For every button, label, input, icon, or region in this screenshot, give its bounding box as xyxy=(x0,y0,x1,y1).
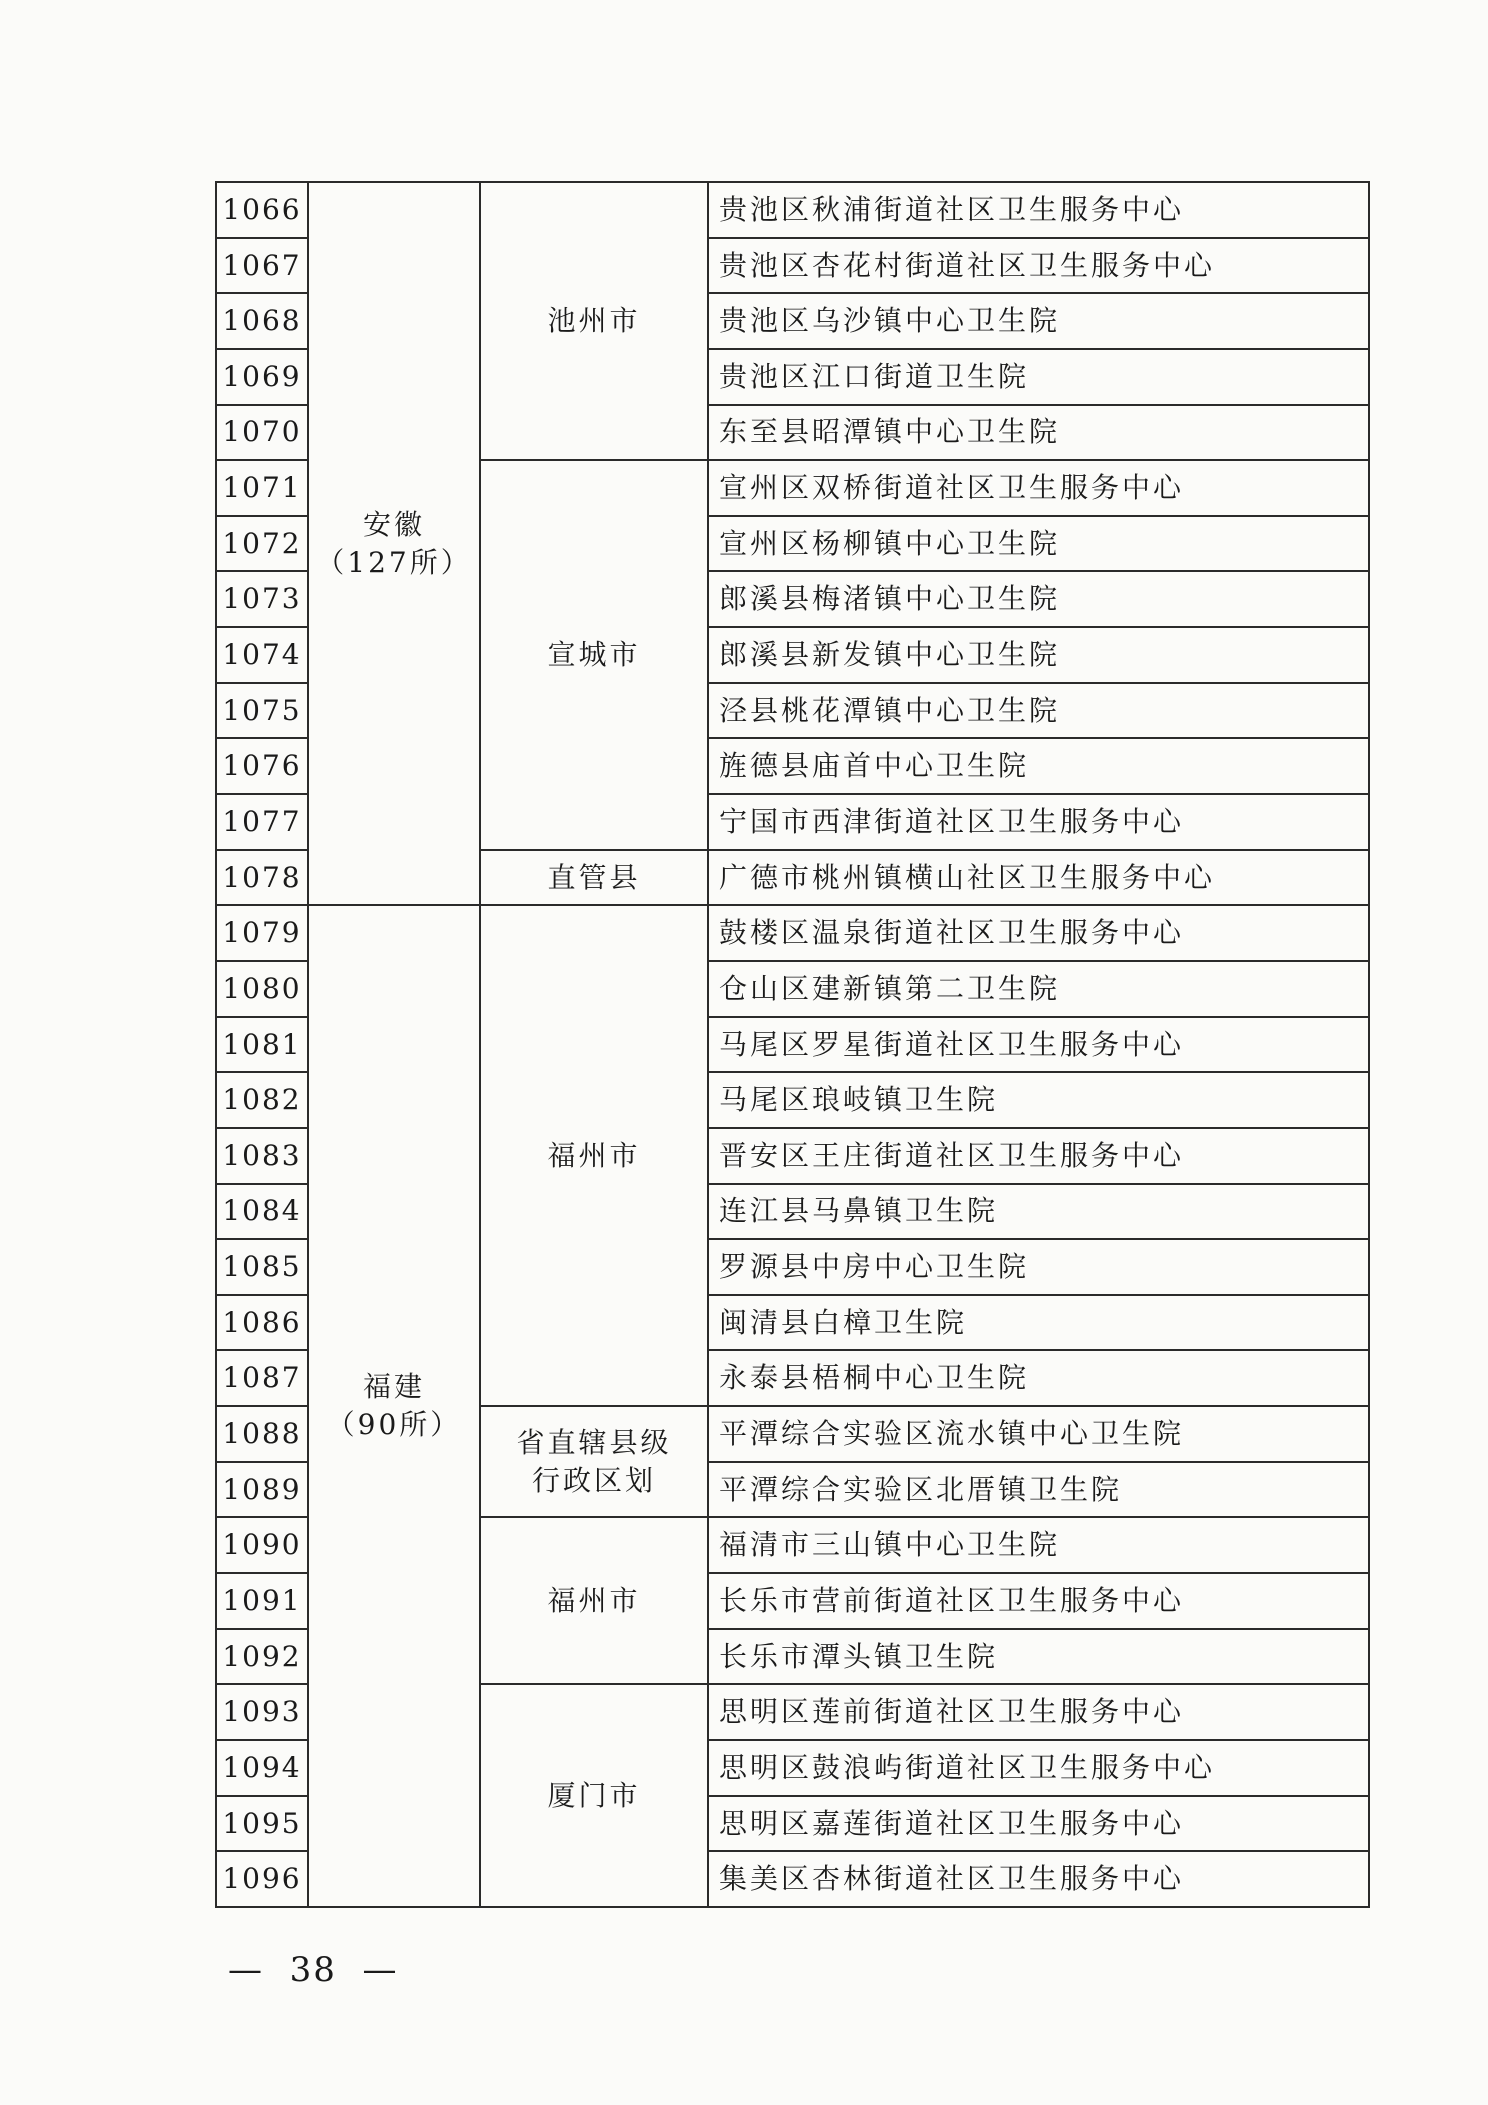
city-cell xyxy=(480,460,708,849)
facility-table xyxy=(215,181,1370,1908)
row-number: 1072 xyxy=(216,516,308,572)
row-number: 1082 xyxy=(216,1072,308,1128)
institution-name: 郎溪县新发镇中心卫生院 xyxy=(708,627,1369,683)
city-cell xyxy=(480,1517,708,1684)
province-cell xyxy=(308,905,480,1907)
province-cell xyxy=(308,182,480,905)
institution-name: 郎溪县梅渚镇中心卫生院 xyxy=(708,571,1369,627)
city-cell xyxy=(480,182,708,460)
institution-name: 罗源县中房中心卫生院 xyxy=(708,1239,1369,1295)
row-number: 1067 xyxy=(216,238,308,294)
institution-name: 贵池区乌沙镇中心卫生院 xyxy=(708,293,1369,349)
row-number: 1074 xyxy=(216,627,308,683)
institution-name: 仓山区建新镇第二卫生院 xyxy=(708,961,1369,1017)
city-name: 宣城市 xyxy=(547,638,641,672)
institution-name: 广德市桃州镇横山社区卫生服务中心 xyxy=(708,850,1369,906)
city-name: 厦门市 xyxy=(547,1778,641,1812)
institution-name: 连江县马鼻镇卫生院 xyxy=(708,1184,1369,1240)
row-number: 1090 xyxy=(216,1517,308,1573)
row-number: 1077 xyxy=(216,794,308,850)
row-number: 1071 xyxy=(216,460,308,516)
city-name-line2: 行政区划 xyxy=(531,1463,656,1497)
city-name: 省直辖县级 xyxy=(516,1425,672,1459)
institution-name: 长乐市潭头镇卫生院 xyxy=(708,1629,1369,1685)
row-number: 1088 xyxy=(216,1406,308,1462)
row-number: 1092 xyxy=(216,1629,308,1685)
institution-name: 旌德县庙首中心卫生院 xyxy=(708,738,1369,794)
city-cell xyxy=(480,850,708,906)
institution-name: 思明区鼓浪屿街道社区卫生服务中心 xyxy=(708,1740,1369,1796)
institution-name: 晋安区王庄街道社区卫生服务中心 xyxy=(708,1128,1369,1184)
row-number: 1079 xyxy=(216,905,308,961)
institution-name: 闽清县白樟卫生院 xyxy=(708,1295,1369,1351)
institution-name: 思明区嘉莲街道社区卫生服务中心 xyxy=(708,1796,1369,1852)
province-name: 福建 xyxy=(362,1370,425,1404)
institution-name: 平潭综合实验区流水镇中心卫生院 xyxy=(708,1406,1369,1462)
row-number: 1087 xyxy=(216,1350,308,1406)
city-cell xyxy=(480,1684,708,1907)
institution-name: 宁国市西津街道社区卫生服务中心 xyxy=(708,794,1369,850)
institution-name: 永泰县梧桐中心卫生院 xyxy=(708,1350,1369,1406)
row-number: 1078 xyxy=(216,850,308,906)
row-number: 1086 xyxy=(216,1295,308,1351)
province-count: （90所） xyxy=(326,1408,462,1442)
row-number: 1089 xyxy=(216,1462,308,1518)
row-number: 1066 xyxy=(216,182,308,238)
row-number: 1069 xyxy=(216,349,308,405)
row-number: 1075 xyxy=(216,683,308,739)
row-number: 1073 xyxy=(216,571,308,627)
row-number: 1080 xyxy=(216,961,308,1017)
institution-name: 宣州区双桥街道社区卫生服务中心 xyxy=(708,460,1369,516)
institution-name: 宣州区杨柳镇中心卫生院 xyxy=(708,516,1369,572)
row-number: 1076 xyxy=(216,738,308,794)
institution-name: 泾县桃花潭镇中心卫生院 xyxy=(708,683,1369,739)
table-row xyxy=(216,905,1369,961)
institution-name: 贵池区江口街道卫生院 xyxy=(708,349,1369,405)
row-number: 1094 xyxy=(216,1740,308,1796)
province-count: （127所） xyxy=(316,545,472,579)
page-number: — 38 — xyxy=(228,1950,399,1990)
row-number: 1083 xyxy=(216,1128,308,1184)
row-number: 1095 xyxy=(216,1796,308,1852)
row-number: 1085 xyxy=(216,1239,308,1295)
institution-name: 贵池区杏花村街道社区卫生服务中心 xyxy=(708,238,1369,294)
row-number: 1070 xyxy=(216,405,308,461)
institution-name: 集美区杏林街道社区卫生服务中心 xyxy=(708,1851,1369,1907)
row-number: 1096 xyxy=(216,1851,308,1907)
institution-name: 思明区莲前街道社区卫生服务中心 xyxy=(708,1684,1369,1740)
institution-name: 长乐市营前街道社区卫生服务中心 xyxy=(708,1573,1369,1629)
institution-name: 鼓楼区温泉街道社区卫生服务中心 xyxy=(708,905,1369,961)
institution-name: 贵池区秋浦街道社区卫生服务中心 xyxy=(708,182,1369,238)
city-name: 直管县 xyxy=(547,860,641,894)
row-number: 1084 xyxy=(216,1184,308,1240)
row-number: 1093 xyxy=(216,1684,308,1740)
row-number: 1068 xyxy=(216,293,308,349)
city-name: 池州市 xyxy=(547,304,641,338)
city-cell xyxy=(480,1406,708,1517)
institution-name: 马尾区琅岐镇卫生院 xyxy=(708,1072,1369,1128)
province-name: 安徽 xyxy=(362,507,425,541)
table-row xyxy=(216,182,1369,238)
city-name: 福州市 xyxy=(547,1138,641,1172)
city-cell xyxy=(480,905,708,1406)
row-number: 1091 xyxy=(216,1573,308,1629)
city-name: 福州市 xyxy=(547,1583,641,1617)
institution-name: 马尾区罗星街道社区卫生服务中心 xyxy=(708,1017,1369,1073)
institution-name: 福清市三山镇中心卫生院 xyxy=(708,1517,1369,1573)
institution-name: 平潭综合实验区北厝镇卫生院 xyxy=(708,1462,1369,1518)
row-number: 1081 xyxy=(216,1017,308,1073)
institution-name: 东至县昭潭镇中心卫生院 xyxy=(708,405,1369,461)
